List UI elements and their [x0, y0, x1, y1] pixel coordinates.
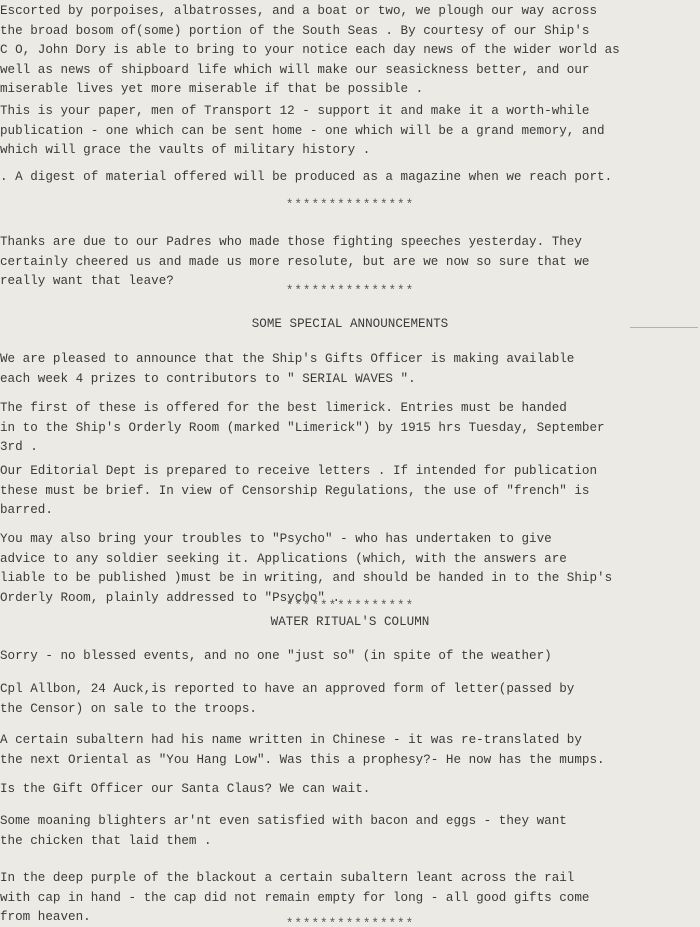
star-divider: ***************: [285, 599, 415, 613]
text-line: This is your paper, men of Transport 12 - support it and make it a worth-while: [0, 104, 590, 118]
text-line: Sorry - no blessed events, and no one "just so" (in spite of the weather): [0, 649, 552, 663]
star-divider: ***************: [285, 917, 415, 927]
text-line: barred.: [0, 503, 53, 517]
water-ritual-heading: WATER RITUAL'S COLUMN: [270, 615, 430, 629]
digest-paragraph: [0, 168, 700, 188]
text-line: from heaven.: [0, 910, 91, 924]
bacon-eggs-paragraph: [0, 812, 700, 851]
text-line: In the deep purple of the blackout a certain subaltern leant across the rail: [0, 871, 575, 885]
support-paragraph: [0, 102, 700, 161]
text-line: Escorted by porpoises, albatrosses, and a boat or two, we plough our way across: [0, 4, 598, 18]
text-line: 3rd .: [0, 440, 38, 454]
text-line: You may also bring your troubles to "Psycho" - who has undertaken to give: [0, 532, 552, 546]
text-line: miserable lives yet more miserable if that be possible .: [0, 82, 424, 96]
text-line: We are pleased to announce that the Ship's Gifts Officer is making available: [0, 352, 575, 366]
text-line: Is the Gift Officer our Santa Claus? We can wait.: [0, 782, 371, 796]
prizes-paragraph: [0, 350, 700, 389]
editorial-paragraph: [0, 462, 700, 521]
censor-paragraph: [0, 680, 700, 719]
text-line: really want that leave?: [0, 274, 174, 288]
text-line: with cap in hand - the cap did not remain empty for long - all good gifts come: [0, 890, 590, 905]
text-line: . A digest of material offered will be produced as a magazine when we reach port.: [0, 170, 613, 184]
text-line: these must be brief. In view of Censorship Regulations, the use of "french" is: [0, 483, 590, 498]
text-line: A certain subaltern had his name written in Chinese - it was re-translated by: [0, 733, 582, 747]
text-line: certainly cheered us and made us more resolute, but are we now so sure that we: [0, 254, 590, 269]
text-line: the next Oriental as "You Hang Low". Was this a prophesy?- He now has the mumps.: [0, 752, 605, 767]
text-line: the Censor) on sale to the troops.: [0, 701, 257, 716]
text-line: the broad bosom of(some) portion of the South Seas . By courtesy of our Ship's: [0, 23, 590, 38]
star-divider: ***************: [285, 284, 415, 298]
text-line: The first of these is offered for the best limerick. Entries must be handed: [0, 401, 567, 415]
text-line: the chicken that laid them .: [0, 833, 212, 848]
text-line: in to the Ship's Orderly Room (marked "Limerick") by 1915 hrs Tuesday, September: [0, 420, 605, 435]
text-line: publication - one which can be sent home - one which will be a grand memory, and: [0, 123, 605, 138]
text-line: Thanks are due to our Padres who made those fighting speeches yesterday. They: [0, 235, 582, 249]
text-line: C O, John Dory is able to bring to your notice each day news of the wider world as: [0, 43, 620, 57]
text-line: liable to be published )must be in writing, and should be handed in to the Ship's: [0, 571, 613, 585]
intro-paragraph: [0, 2, 700, 100]
decorative-dash: [630, 327, 698, 328]
text-line: Our Editorial Dept is prepared to receive letters . If intended for publication: [0, 464, 598, 478]
text-line: Some moaning blighters ar'nt even satisfied with bacon and eggs - they want: [0, 814, 567, 828]
santa-paragraph: [0, 780, 700, 800]
chinese-name-paragraph: [0, 731, 700, 770]
blessed-events-paragraph: [0, 647, 700, 667]
text-line: which will grace the vaults of military history .: [0, 143, 371, 157]
announcements-heading: SOME SPECIAL ANNOUNCEMENTS: [251, 317, 449, 331]
text-line: each week 4 prizes to contributors to " SERIAL WAVES ".: [0, 371, 416, 386]
text-line: well as news of shipboard life which will make our seasickness better, and our: [0, 62, 590, 77]
star-divider: ***************: [285, 198, 415, 212]
text-line: advice to any soldier seeking it. Applications (which, with the answers are: [0, 551, 567, 566]
text-line: Cpl Allbon, 24 Auck,is reported to have an approved form of letter(passed by: [0, 682, 575, 696]
limerick-paragraph: [0, 399, 700, 458]
text-line: Orderly Room, plainly addressed to "Psycho" .: [0, 590, 341, 605]
